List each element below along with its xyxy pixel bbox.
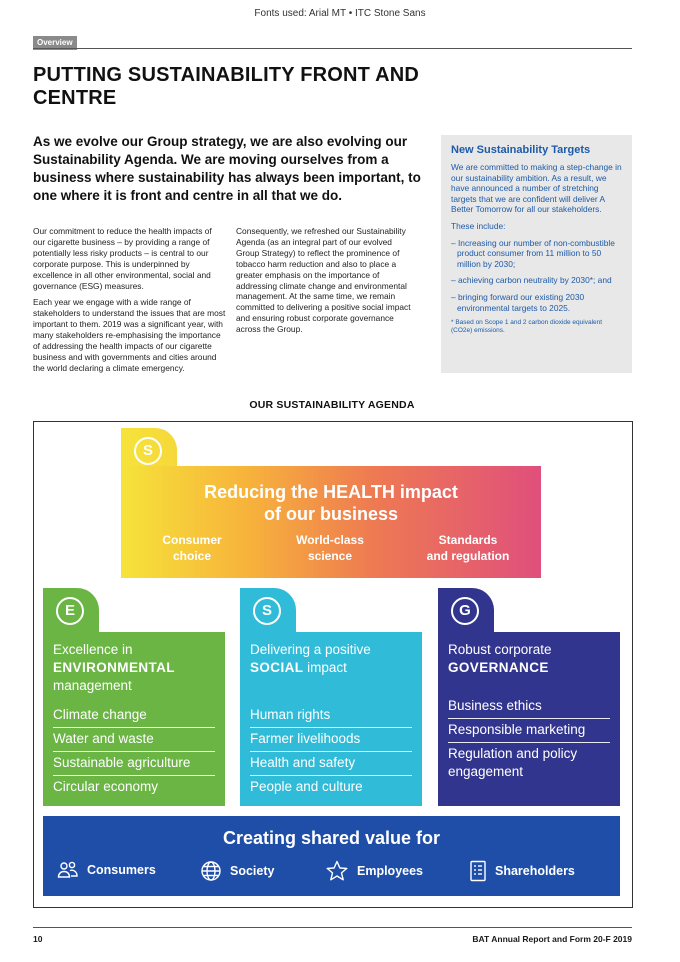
sidebar-include: These include:: [451, 220, 506, 231]
globe-icon: [200, 860, 222, 882]
health-sub-line: World-class: [296, 533, 364, 547]
health-title-line: Reducing the HEALTH impact: [204, 482, 458, 502]
pillar-title: [448, 641, 610, 686]
pillar-item: Farmer livelihoods: [250, 728, 412, 752]
people-icon: [57, 860, 79, 880]
health-sub-line: and regulation: [426, 549, 510, 563]
shared-value-title: Creating shared value for: [222, 828, 441, 848]
page-title: PUTTING SUSTAINABILITY FRONT AND CENTRE: [33, 64, 420, 109]
pillar-title: [53, 641, 215, 695]
target-item: – bringing forward our existing 2030 environmental targets to 2025.: [451, 291, 585, 313]
health-sub-line: science: [307, 549, 353, 563]
document-icon: [469, 860, 487, 882]
body-column-2: [236, 226, 416, 341]
health-sub-world-class-science: [282, 532, 378, 564]
body-paragraph: Consequently, we refreshed our Sustainability Agenda (as an integral part of our evolved Group Strategy) to reflect the prominence of tobacco harm reduction and also to place a greater emphasis on the importance of addressing climate change and environmental management. At the same time, we remain committed to delivering a positive social impact and ensuring robust corporate governance across the Group.: [236, 226, 411, 335]
pillar-item: Human rights: [250, 704, 412, 728]
section-tag: Overview: [33, 36, 77, 50]
pillar-item: Climate change: [53, 704, 215, 728]
pillar-item: Business ethics: [448, 695, 610, 719]
target-item: – achieving carbon neutrality by 2030*; and: [451, 275, 612, 286]
targets-sidebar: [441, 135, 632, 373]
pillar-title-emphasis: SOCIAL: [250, 660, 304, 675]
health-sub-consumer-choice: [146, 532, 238, 564]
sidebar-title: New Sustainability Targets: [451, 144, 591, 156]
health-title-line: of our business: [263, 504, 398, 524]
stakeholder-label: Society: [230, 864, 275, 878]
body-column-1: [33, 226, 226, 380]
report-name: BAT Annual Report and Form 20-F 2019: [472, 934, 632, 944]
health-sub-line: Standards: [438, 533, 498, 547]
health-letter-badge: S: [134, 437, 162, 465]
pillar-item: Health and safety: [250, 752, 412, 776]
social-letter-badge: S: [253, 597, 281, 625]
stakeholder-society: [200, 860, 274, 882]
pillar-title-emphasis: GOVERNANCE: [448, 660, 549, 675]
pillar-item: Water and waste: [53, 728, 215, 752]
agenda-title: OUR SUSTAINABILITY AGENDA: [249, 399, 415, 411]
pillar-title-pre: Delivering a positive: [250, 642, 371, 657]
bottom-divider: [33, 927, 632, 928]
pillar-title-pre: Excellence in: [53, 642, 133, 657]
pillar-item: Circular economy: [53, 779, 159, 794]
pillar-item: People and culture: [250, 779, 363, 794]
social-pillar: [240, 632, 422, 806]
governance-letter-badge: G: [451, 597, 479, 625]
body-paragraph: Our commitment to reduce the health impacts of our cigarette business – by providing a range of potentially less risky products – is central to our corporate purpose. This is underpinned by excellence in all other environmental, social and governance (ESG) measures.: [33, 226, 212, 291]
sidebar-intro: We are committed to making a step-change in our sustainability ambition. As a result, we have announced a number of stretching targets that we are confident will deliver A Better Tomorrow for all our stakeholders.: [451, 162, 622, 215]
environmental-pillar: [43, 632, 225, 806]
pillar-title-emphasis: ENVIRONMENTAL: [53, 660, 175, 675]
health-sub-line: choice: [172, 549, 211, 563]
target-item: – Increasing our number of non-combustible product consumer from 11 million to 50 million by 2030;: [451, 237, 615, 269]
shared-value-band: [43, 816, 620, 896]
stakeholder-label: Employees: [357, 864, 424, 878]
page-number: 10: [33, 934, 43, 944]
stakeholder-employees: [325, 860, 423, 882]
stakeholder-label: Consumers: [87, 863, 156, 877]
health-sub-standards-regulation: [414, 532, 522, 564]
body-paragraph: Each year we engage with a wide range of stakeholders to understand the issues that are most important to them. 2019 was a significant year, with many stakeholders re-emphasising the importance of addressing the health impacts of our cigarette business and with governments and cities around the world declaring a climate emergency.: [33, 297, 226, 373]
fonts-note: Fonts used: Arial MT • ITC Stone Sans: [254, 8, 426, 19]
pillar-item: Responsible marketing: [448, 719, 610, 743]
stakeholder-label: Shareholders: [495, 864, 575, 878]
targets-list: [451, 238, 622, 314]
pillar-item: Sustainable agriculture: [53, 752, 215, 776]
pillar-title-post: management: [53, 678, 132, 693]
pillar-item: Regulation and policy engagement: [448, 746, 578, 779]
governance-pillar: [438, 632, 620, 806]
top-divider: [33, 48, 632, 49]
environmental-letter-badge: E: [56, 597, 84, 625]
stakeholder-consumers: [57, 860, 156, 880]
lead-paragraph: As we evolve our Group strategy, we are also evolving our Sustainability Agenda. We are moving ourselves from a business where sustainability has always been important, to one where it is front and centre in all that we do.: [33, 134, 421, 203]
star-icon: [325, 860, 349, 882]
pillar-title-post: impact: [307, 660, 347, 675]
health-title: [121, 481, 541, 525]
stakeholder-shareholders: [469, 860, 575, 882]
sidebar-footnote: * Based on Scope 1 and 2 carbon dioxide equivalent (CO2e) emissions.: [451, 319, 603, 335]
pillar-title: [250, 641, 412, 695]
health-sub-line: Consumer: [162, 533, 222, 547]
pillar-title-pre: Robust corporate: [448, 642, 552, 657]
